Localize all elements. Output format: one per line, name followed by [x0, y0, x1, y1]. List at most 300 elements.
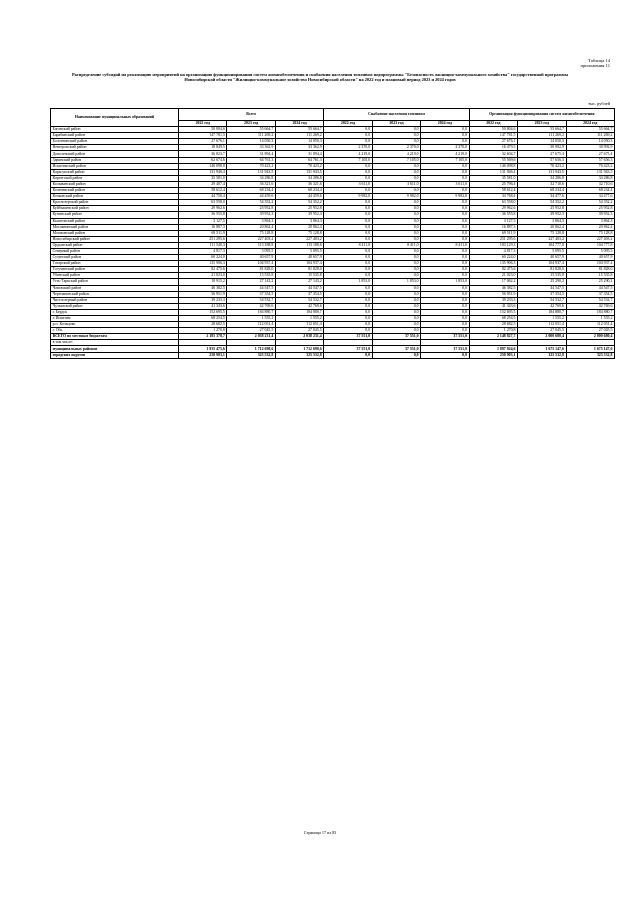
amount-cell: 15 535,8 [566, 273, 615, 279]
amount-cell: 70 423,2 [518, 163, 566, 169]
amount-cell: 68 234,4 [227, 188, 275, 194]
amount-cell: 0,0 [372, 206, 420, 212]
amount-cell: 0,0 [372, 322, 420, 328]
amount-cell: 111 540,3 [179, 242, 227, 248]
amount-cell: 54 352,2 [275, 200, 323, 206]
amount-cell: 0,0 [421, 236, 469, 242]
amount-cell: 112 051,4 [275, 322, 323, 328]
amount-cell: 68 234,4 [275, 188, 323, 194]
municipality-name: Мошковский район [51, 230, 179, 236]
municipality-name: г. Бердск [51, 309, 179, 315]
amount-cell: 39 952,3 [566, 212, 615, 218]
amount-cell: 0,0 [421, 291, 469, 297]
amount-cell: 40 657,9 [518, 255, 566, 261]
amount-cell: 63 558,0 [179, 200, 227, 206]
amount-cell: 5 095,5 [518, 248, 566, 254]
amount-cell: 1 555,2 [275, 316, 323, 322]
municipality-name: Чистоозерный район [51, 297, 179, 303]
amount-cell: 147 781,5 [179, 133, 227, 139]
amount-cell: 68 234,4 [518, 188, 566, 194]
amount-cell: 3 611,0 [324, 181, 372, 187]
amount-cell: 113 188,8 [227, 242, 275, 248]
amount-cell: 9 982,0 [324, 194, 372, 200]
municipality-name: городских округов [51, 352, 179, 358]
amount-cell: 0,0 [421, 261, 469, 267]
amount-cell: 0,0 [421, 206, 469, 212]
amount-cell: 0,0 [421, 322, 469, 328]
amount-cell: 4 219,0 [372, 151, 420, 157]
amount-cell: 70 423,2 [566, 163, 615, 169]
amount-cell: 0,0 [372, 127, 420, 133]
amount-cell: 81 828,0 [566, 267, 615, 273]
amount-cell: 17 062,2 [469, 279, 517, 285]
amount-cell: 31 894,4 [227, 151, 275, 157]
amount-cell: 104 937,4 [227, 261, 275, 267]
amount-cell: 325 532,8 [518, 352, 566, 358]
amount-cell: 104 777,8 [566, 242, 615, 248]
amount-cell: 50 804,6 [179, 127, 227, 133]
amount-cell: 0,0 [421, 169, 469, 175]
amount-cell: 135 906,3 [469, 261, 517, 267]
amount-cell: 4 219,0 [421, 151, 469, 157]
amount-cell: 0,0 [372, 297, 420, 303]
amount-cell: 0,0 [421, 309, 469, 315]
amount-cell: 36 555,8 [469, 212, 517, 218]
amount-cell: 0,0 [372, 261, 420, 267]
subtotal-label: в том числе: [51, 340, 179, 346]
amount-cell: 0,0 [421, 248, 469, 254]
amount-cell: 42 769,6 [227, 303, 275, 309]
amount-cell: 146 098,8 [469, 163, 517, 169]
amount-cell: 25 952,8 [227, 206, 275, 212]
amount-cell: 0,0 [372, 212, 420, 218]
amount-cell: 0,0 [372, 224, 420, 230]
amount-cell: 37 354,5 [227, 291, 275, 297]
amount-cell: 36 321,6 [275, 181, 323, 187]
amount-cell: 0,0 [324, 212, 372, 218]
amount-cell: 27 143,2 [227, 279, 275, 285]
amount-cell: 25 952,8 [275, 206, 323, 212]
amount-cell: 0,0 [324, 139, 372, 145]
amount-cell: 131 943,5 [275, 169, 323, 175]
amount-cell: 46 382,5 [179, 285, 227, 291]
amount-cell: 20 862,4 [518, 224, 566, 230]
amount-cell: 37 551,0 [372, 334, 420, 340]
amount-cell: 3 864,3 [518, 218, 566, 224]
year-header: 2024 год [421, 121, 469, 127]
amount-cell: 1 853,0 [324, 279, 372, 285]
amount-cell: 3 864,3 [566, 218, 615, 224]
amount-cell: 0,0 [421, 285, 469, 291]
amount-cell: 0,0 [421, 352, 469, 358]
amount-cell: 227 403,2 [518, 236, 566, 242]
amount-cell: 0,0 [324, 267, 372, 273]
amount-cell: 2 038 231,4 [275, 334, 323, 340]
amount-cell: 25 290,2 [518, 279, 566, 285]
municipality-name: Северный район [51, 248, 179, 254]
amount-cell: 70 423,2 [275, 163, 323, 169]
amount-cell: 41 343,6 [469, 303, 517, 309]
amount-cell: 0,0 [372, 133, 420, 139]
amount-cell: 42 769,6 [566, 303, 615, 309]
amount-cell: 0,0 [324, 236, 372, 242]
amount-cell: 20 862,4 [275, 224, 323, 230]
amount-cell: 4 817,3 [469, 248, 517, 254]
amount-cell: 68 234,4 [566, 188, 615, 194]
amount-cell: 113 188,8 [275, 242, 323, 248]
amount-cell: 21 023,0 [469, 273, 517, 279]
amount-cell: 69 511,9 [179, 230, 227, 236]
year-header: 2023 год [518, 121, 566, 127]
amount-cell: 131 943,5 [566, 169, 615, 175]
amount-cell: 54 532,7 [566, 297, 615, 303]
amount-cell: 37 354,5 [518, 291, 566, 297]
municipality-name: Здвинский район [51, 157, 179, 163]
amount-cell: 0,0 [372, 188, 420, 194]
municipality-name: Куйбышевский район [51, 206, 179, 212]
amount-cell: 54 352,2 [227, 200, 275, 206]
amount-cell: 2 000 680,4 [518, 334, 566, 340]
amount-cell: 184 880,7 [566, 309, 615, 315]
amount-cell: 18 849,5 [179, 145, 227, 151]
amount-cell: 28 682,5 [469, 322, 517, 328]
municipality-name: Убинский район [51, 273, 179, 279]
amount-cell: 0,0 [324, 218, 372, 224]
year-header: 2022 год [469, 121, 517, 127]
table-label: Таблица 14 [588, 58, 610, 63]
amount-cell: 54 352,2 [518, 200, 566, 206]
amount-cell: 37 551,0 [324, 346, 372, 352]
amount-cell: 112 051,4 [518, 322, 566, 328]
amount-cell: 8 411,0 [372, 242, 420, 248]
amount-cell: 112 051,4 [566, 322, 615, 328]
amount-cell: 0,0 [372, 230, 420, 236]
amount-cell: 1 675 147,6 [566, 346, 615, 352]
amount-cell: 34 286,8 [227, 175, 275, 181]
amount-cell: 0,0 [372, 309, 420, 315]
amount-cell: 111 269,2 [275, 133, 323, 139]
amount-cell: 152 695,5 [179, 309, 227, 315]
table-reference [581, 58, 610, 69]
amount-cell: 0,0 [421, 255, 469, 261]
amount-cell: 37 354,5 [275, 291, 323, 297]
page-number: Страница 17 из 83 [303, 830, 337, 835]
municipality-name: Доволенский район [51, 151, 179, 157]
column-group-fuel: Снабжение населения топливом [324, 109, 469, 121]
amount-cell: 27 143,2 [275, 279, 323, 285]
amount-cell: 0,0 [324, 322, 372, 328]
municipality-name: Маслянинский район [51, 224, 179, 230]
amount-cell: 104 937,4 [275, 261, 323, 267]
amount-cell: 131 943,5 [518, 169, 566, 175]
municipality-name: Баганский район [51, 127, 179, 133]
column-group-total: Всего [179, 109, 324, 121]
amount-cell: 25 290,2 [566, 279, 615, 285]
amount-cell: 75 128,8 [518, 230, 566, 236]
amount-cell: 1 675 147,6 [518, 346, 566, 352]
amount-cell: 1 853,0 [421, 279, 469, 285]
amount-cell: 1 555,2 [518, 316, 566, 322]
amount-cell: 4 817,3 [179, 248, 227, 254]
amount-cell: 0,0 [421, 212, 469, 218]
amount-cell: 16 887,3 [179, 224, 227, 230]
amount-cell: 0,0 [324, 175, 372, 181]
amount-cell: 131 946,4 [179, 169, 227, 175]
amount-cell: 55 664,7 [275, 127, 323, 133]
amount-cell: 34 286,8 [566, 175, 615, 181]
amount-cell: 60 224,0 [469, 255, 517, 261]
amount-cell: 3 864,3 [275, 218, 323, 224]
amount-cell: 55 569,6 [469, 157, 517, 163]
amount-cell: 1 712 698,6 [227, 346, 275, 352]
amount-cell: 325 532,8 [275, 352, 323, 358]
amount-cell: 0,0 [372, 267, 420, 273]
amount-cell: 54 532,7 [275, 297, 323, 303]
amount-cell: 9 982,0 [372, 194, 420, 200]
amount-cell: 55 664,7 [518, 127, 566, 133]
amount-cell: 5 095,5 [227, 248, 275, 254]
amount-cell: 0,0 [324, 303, 372, 309]
amount-cell: 27 045,5 [566, 328, 615, 334]
municipality-name: Каргатский район [51, 175, 179, 181]
amount-cell: 0,0 [372, 291, 420, 297]
amount-cell: 28 682,5 [179, 322, 227, 328]
amount-cell: 81 828,0 [275, 267, 323, 273]
amount-cell: 0,0 [421, 139, 469, 145]
amount-cell: 1 853,0 [372, 279, 420, 285]
municipality-name: Ордынский район [51, 242, 179, 248]
municipality-name: Сузунский район [51, 255, 179, 261]
amount-cell: 0,0 [372, 163, 420, 169]
appendix-label: приложения 11 [580, 63, 610, 69]
amount-cell: 37 354,5 [566, 291, 615, 297]
amount-cell: 44 547,5 [566, 285, 615, 291]
amount-cell: 111 269,2 [518, 133, 566, 139]
municipality-name: Коченевский район [51, 188, 179, 194]
amount-cell: 0,0 [421, 218, 469, 224]
amount-cell: 1 555,2 [227, 316, 275, 322]
amount-cell: 2 370,0 [324, 145, 372, 151]
amount-cell: 64 761,3 [275, 157, 323, 163]
amount-cell: 44 750,4 [179, 194, 227, 200]
amount-cell: 29 407,4 [179, 181, 227, 187]
amount-cell: 14 050,3 [566, 139, 615, 145]
amount-cell: 70 423,2 [227, 163, 275, 169]
amount-cell: 0,0 [421, 328, 469, 334]
amount-cell: 0,0 [372, 273, 420, 279]
amount-cell: 131 943,5 [227, 169, 275, 175]
amount-cell: 82 475,6 [469, 267, 517, 273]
amount-cell: 0,0 [324, 309, 372, 315]
breakdown-row [51, 352, 615, 358]
amount-cell: 27 675,4 [566, 151, 615, 157]
municipality-name: р.п. Кольцово [51, 322, 179, 328]
amount-cell: 0,0 [421, 230, 469, 236]
amount-cell: 146 098,8 [179, 163, 227, 169]
amount-cell: 29 962,6 [179, 206, 227, 212]
amount-cell: 21 023,0 [179, 273, 227, 279]
amount-cell: 34 286,8 [275, 175, 323, 181]
amount-cell: 2 148 827,7 [469, 334, 517, 340]
amount-cell: 44 459,6 [275, 194, 323, 200]
amount-cell: 82 475,6 [179, 267, 227, 273]
amount-cell: 34 768,4 [469, 194, 517, 200]
amount-cell: 0,0 [421, 273, 469, 279]
amount-cell: 35 581,0 [179, 175, 227, 181]
amount-cell: 34 286,8 [518, 175, 566, 181]
amount-cell: 15 535,8 [518, 273, 566, 279]
amount-cell: 0,0 [324, 273, 372, 279]
amount-cell: 40 657,9 [227, 255, 275, 261]
amount-cell: 1 555,2 [566, 316, 615, 322]
amount-cell: 16 479,5 [469, 145, 517, 151]
amount-cell: 41 343,6 [179, 303, 227, 309]
amount-cell: 3 127,5 [469, 218, 517, 224]
municipality-name: Тогучинский район [51, 267, 179, 273]
year-header: 2022 год [179, 121, 227, 127]
amount-cell: 46 382,5 [469, 285, 517, 291]
amount-cell: 57 656,3 [566, 157, 615, 163]
amount-cell: 7 105,0 [324, 157, 372, 163]
amount-cell: 0,0 [372, 236, 420, 242]
amount-cell: 54 352,2 [566, 200, 615, 206]
amount-cell: 75 128,8 [566, 230, 615, 236]
amount-cell: 14 050,3 [227, 139, 275, 145]
municipality-name: Болотнинский район [51, 139, 179, 145]
municipality-name: Черепановский район [51, 291, 179, 297]
municipality-name: Кочковский район [51, 194, 179, 200]
amount-cell: 68 254,5 [469, 316, 517, 322]
amount-cell: 251 295,6 [179, 236, 227, 242]
amount-cell: 37 551,0 [372, 346, 420, 352]
amount-cell: 37 551,0 [421, 334, 469, 340]
amount-cell: 8 411,0 [421, 242, 469, 248]
amount-cell: 5 095,5 [566, 248, 615, 254]
amount-cell: 32 710,6 [518, 181, 566, 187]
amount-cell: 69 511,9 [469, 230, 517, 236]
amount-cell: 0,0 [324, 255, 372, 261]
amount-cell: 36 823,7 [179, 151, 227, 157]
municipality-name: Чулымский район [51, 303, 179, 309]
amount-cell: 44 547,5 [518, 285, 566, 291]
amount-cell: 68 254,5 [179, 316, 227, 322]
amount-cell: 44 459,6 [227, 194, 275, 200]
amount-cell: 0,0 [372, 175, 420, 181]
units-label: тыс. рублей [588, 101, 610, 106]
amount-cell: 0,0 [324, 352, 372, 358]
amount-cell: 27 045,5 [227, 328, 275, 334]
amount-cell: 33 362,9 [275, 145, 323, 151]
amount-cell: 14 050,3 [275, 139, 323, 145]
amount-cell: 27 676,1 [179, 139, 227, 145]
amount-cell: 18 915,2 [179, 279, 227, 285]
subsidy-table [50, 108, 615, 359]
amount-cell: 5 095,5 [275, 248, 323, 254]
amount-cell: 75 128,8 [275, 230, 323, 236]
amount-cell: 227 403,2 [275, 236, 323, 242]
amount-cell: 0,0 [324, 328, 372, 334]
amount-cell: 25 952,8 [518, 206, 566, 212]
amount-cell: 25 796,4 [469, 181, 517, 187]
amount-cell: 0,0 [372, 255, 420, 261]
amount-cell: 131 946,4 [469, 169, 517, 175]
amount-cell: 0,0 [421, 267, 469, 273]
amount-cell: 0,0 [372, 218, 420, 224]
amount-cell: 1 712 698,6 [275, 346, 323, 352]
amount-cell: 4 219,0 [324, 151, 372, 157]
amount-cell: 0,0 [372, 316, 420, 322]
amount-cell: 15 535,8 [275, 273, 323, 279]
amount-cell: 0,0 [372, 248, 420, 254]
amount-cell: 0,0 [372, 169, 420, 175]
amount-cell: 0,0 [421, 303, 469, 309]
municipality-name: Колыванский район [51, 181, 179, 187]
amount-cell: 3 611,0 [372, 181, 420, 187]
amount-cell: 27 675,4 [518, 151, 566, 157]
amount-cell: 227 403,2 [227, 236, 275, 242]
amount-cell: 0,0 [372, 200, 420, 206]
amount-cell: 3 127,5 [179, 218, 227, 224]
year-header: 2024 год [566, 121, 615, 127]
amount-cell: 37 551,0 [421, 346, 469, 352]
amount-cell: 39 952,3 [518, 212, 566, 218]
column-header-name: Наименование муниципальных образований [51, 109, 179, 127]
amount-cell: 0,0 [372, 285, 420, 291]
amount-cell: 8 411,0 [324, 242, 372, 248]
amount-cell: 32 710,6 [566, 181, 615, 187]
municipality-name: Усть-Таркский район [51, 279, 179, 285]
amount-cell: 184 880,7 [518, 309, 566, 315]
amount-cell: 63 558,0 [469, 200, 517, 206]
municipality-name: ВСЕГО по местным бюджетам [51, 334, 179, 340]
amount-cell: 251 295,6 [469, 236, 517, 242]
municipality-name: г. Искитим [51, 316, 179, 322]
amount-cell: 39 952,3 [227, 212, 275, 218]
amount-cell: 27 676,1 [469, 139, 517, 145]
amount-cell: 75 128,8 [227, 230, 275, 236]
amount-cell: 44 547,5 [275, 285, 323, 291]
amount-cell: 15 535,8 [227, 273, 275, 279]
amount-cell: 0,0 [324, 248, 372, 254]
amount-cell: 0,0 [421, 224, 469, 230]
amount-cell: 0,0 [324, 169, 372, 175]
amount-cell: 7 105,0 [421, 157, 469, 163]
amount-cell: 2 185 378,7 [179, 334, 227, 340]
amount-cell: 325 532,8 [566, 352, 615, 358]
municipality-name: Новосибирский район [51, 236, 179, 242]
municipality-name: Татарский район [51, 261, 179, 267]
amount-cell: 58 612,4 [179, 188, 227, 194]
amount-cell: 55 664,7 [566, 127, 615, 133]
amount-cell: 2 000 680,4 [566, 334, 615, 340]
amount-cell: 104 937,4 [518, 261, 566, 267]
amount-cell: 0,0 [421, 163, 469, 169]
amount-cell: 36 321,6 [227, 181, 275, 187]
amount-cell: 0,0 [324, 297, 372, 303]
amount-cell: 0,0 [372, 303, 420, 309]
amount-cell: 147 781,5 [469, 133, 517, 139]
amount-cell: 111 269,2 [566, 133, 615, 139]
amount-cell: 104 777,8 [518, 242, 566, 248]
amount-cell: 0,0 [324, 261, 372, 267]
amount-cell: 0,0 [421, 316, 469, 322]
amount-cell: 0,0 [324, 224, 372, 230]
amount-cell: 42 769,6 [275, 303, 323, 309]
document-title: Распределение субсидий на реализацию мероприятий на организацию функционирования систем жизнеобеспечения и снабжения населения топливом подпрограммы "Безопасность жилищно-коммунального хозяйства" государственной программы Новосибирской области "Жилищно-коммунальное хозяйство Новосибирской области" на 2022 год и плановый период 2023 и 2024 годов [71, 72, 569, 83]
amount-cell: 0,0 [421, 133, 469, 139]
municipality-name: Краснозерский район [51, 200, 179, 206]
amount-cell: 54 532,7 [227, 297, 275, 303]
